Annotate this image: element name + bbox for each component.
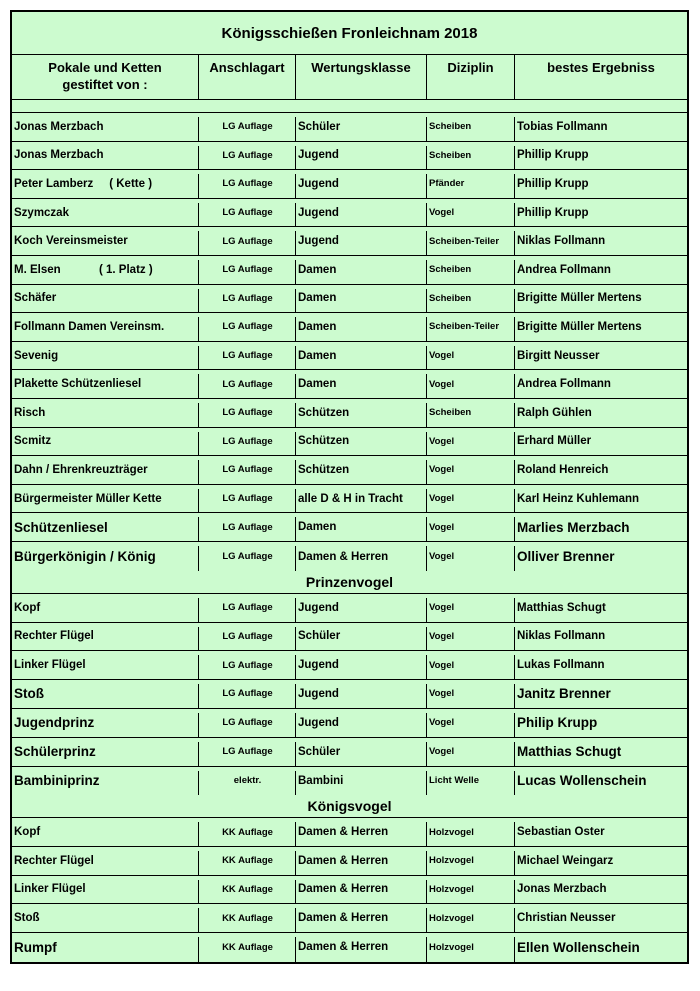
cell-anschlagart: LG Auflage (199, 256, 296, 284)
cell-anschlagart: LG Auflage (199, 113, 296, 141)
cell-stifter: Schäfer (12, 285, 199, 313)
section-koenigsvogel: Königsvogel (12, 795, 687, 818)
cell-disziplin: Vogel (427, 651, 515, 679)
cell-anschlagart: LG Auflage (199, 170, 296, 198)
cell-anschlagart: LG Auflage (199, 342, 296, 370)
cell-disziplin: Holzvogel (427, 933, 515, 962)
cell-stifter: Plakette Schützenliesel (12, 370, 199, 398)
cell-disziplin: Holzvogel (427, 904, 515, 932)
cell-anschlagart: LG Auflage (199, 680, 296, 708)
cell-wertungsklasse: Damen & Herren (296, 542, 427, 571)
header-wertungsklasse: Wertungsklasse (296, 55, 427, 99)
cell-disziplin: Scheiben-Teiler (427, 313, 515, 341)
cell-disziplin: Vogel (427, 738, 515, 766)
cell-ergebnis: Christian Neusser (517, 912, 616, 925)
cell-disziplin: Scheiben (427, 256, 515, 284)
cell-ergebnis: Olliver Brenner (517, 549, 615, 565)
cell-stifter: Rechter Flügel (12, 623, 199, 651)
cell-ergebnis: Marlies Merzbach (517, 519, 630, 535)
cell-ergebnis: Matthias Schugt (517, 601, 606, 614)
cell-ergebnis: Niklas Follmann (517, 235, 606, 248)
table-row (12, 738, 687, 767)
cell-disziplin: Vogel (427, 428, 515, 456)
cell-stifter: Rumpf (12, 933, 199, 962)
table-row (12, 767, 687, 796)
cell-ergebnis: Matthias Schugt (517, 744, 622, 760)
cell-anschlagart: KK Auflage (199, 847, 296, 875)
results-table (10, 10, 689, 964)
group-pokale (12, 113, 687, 571)
cell-ergebnis: Ralph Gühlen (517, 406, 592, 419)
cell-ergebnis: Michael Weingarz (517, 854, 614, 867)
cell-wertungsklasse: Jugend (296, 594, 427, 622)
cell-anschlagart: LG Auflage (199, 623, 296, 651)
cell-disziplin: Holzvogel (427, 847, 515, 875)
cell-wertungsklasse: Damen (296, 285, 427, 313)
cell-ergebnis: Tobias Follmann (517, 120, 608, 133)
cell-disziplin: Vogel (427, 680, 515, 708)
cell-disziplin: Pfänder (427, 170, 515, 198)
cell-disziplin: Scheiben (427, 113, 515, 141)
table-row (12, 313, 687, 342)
cell-wertungsklasse: Damen & Herren (296, 904, 427, 932)
cell-ergebnis: Erhard Müller (517, 435, 592, 448)
cell-ergebnis: Roland Henreich (517, 463, 609, 476)
table-row (12, 142, 687, 171)
cell-ergebnis: Phillip Krupp (517, 177, 589, 190)
cell-stifter: Schützenliesel (12, 513, 199, 541)
cell-ergebnis: Andrea Follmann (517, 263, 611, 276)
cell-stifter: Koch Vereinsmeister (12, 227, 199, 255)
table-row (12, 456, 687, 485)
cell-wertungsklasse: Jugend (296, 199, 427, 227)
table-row (12, 256, 687, 285)
cell-ergebnis: Phillip Krupp (517, 206, 589, 219)
cell-wertungsklasse: Damen (296, 370, 427, 398)
cell-wertungsklasse: Schützen (296, 456, 427, 484)
cell-disziplin: Licht Welle (427, 767, 515, 796)
cell-wertungsklasse: Schüler (296, 738, 427, 766)
cell-wertungsklasse: Jugend (296, 142, 427, 170)
cell-wertungsklasse: alle D & H in Tracht (296, 485, 427, 513)
cell-stifter: Kopf (12, 594, 199, 622)
table-row (12, 876, 687, 905)
cell-anschlagart: LG Auflage (199, 456, 296, 484)
table-row (12, 485, 687, 514)
cell-ergebnis: Brigitte Müller Mertens (517, 292, 642, 305)
cell-stifter: Dahn / Ehrenkreuzträger (12, 456, 199, 484)
table-row (12, 623, 687, 652)
cell-anschlagart: KK Auflage (199, 904, 296, 932)
cell-anschlagart: LG Auflage (199, 399, 296, 427)
group-koenigsvogel (12, 818, 687, 961)
cell-stifter: Rechter Flügel (12, 847, 199, 875)
table-row (12, 904, 687, 933)
cell-anschlagart: elektr. (199, 767, 296, 796)
cell-stifter: Schülerprinz (12, 738, 199, 766)
cell-disziplin: Vogel (427, 485, 515, 513)
cell-ergebnis: Janitz Brenner (517, 686, 611, 702)
cell-anschlagart: LG Auflage (199, 285, 296, 313)
cell-stifter: Szymczak (12, 199, 199, 227)
cell-disziplin: Holzvogel (427, 876, 515, 904)
table-row (12, 285, 687, 314)
table-row (12, 170, 687, 199)
cell-ergebnis: Jonas Merzbach (517, 883, 607, 896)
cell-stifter: Risch (12, 399, 199, 427)
spacer-row (12, 100, 687, 113)
cell-wertungsklasse: Schützen (296, 399, 427, 427)
cell-stifter: Linker Flügel (12, 651, 199, 679)
cell-anschlagart: LG Auflage (199, 428, 296, 456)
cell-disziplin: Scheiben (427, 399, 515, 427)
cell-stifter: Scmitz (12, 428, 199, 456)
cell-stifter: Bürgerkönigin / König (12, 542, 199, 571)
cell-disziplin: Holzvogel (427, 818, 515, 846)
cell-wertungsklasse: Damen (296, 256, 427, 284)
cell-anschlagart: LG Auflage (199, 485, 296, 513)
cell-ergebnis: Birgitt Neusser (517, 349, 600, 362)
cell-stifter: Kopf (12, 818, 199, 846)
header-row (12, 55, 687, 100)
cell-disziplin: Vogel (427, 623, 515, 651)
table-row (12, 513, 687, 542)
cell-disziplin: Vogel (427, 542, 515, 571)
cell-ergebnis: Niklas Follmann (517, 630, 606, 643)
cell-wertungsklasse: Schüler (296, 623, 427, 651)
cell-anschlagart: LG Auflage (199, 738, 296, 766)
cell-ergebnis: Karl Heinz Kuhlemann (517, 492, 640, 505)
group-prinzenvogel (12, 594, 687, 795)
cell-stifter: Stoß (12, 904, 199, 932)
cell-disziplin: Scheiben (427, 142, 515, 170)
cell-wertungsklasse: Jugend (296, 227, 427, 255)
header-stifter: Pokale und Ketten gestiftet von : (12, 55, 199, 99)
table-row (12, 399, 687, 428)
table-row (12, 199, 687, 228)
cell-stifter: Sevenig (12, 342, 199, 370)
cell-wertungsklasse: Damen (296, 313, 427, 341)
table-row (12, 680, 687, 709)
cell-wertungsklasse: Jugend (296, 170, 427, 198)
cell-stifter: Bambiniprinz (12, 767, 199, 796)
cell-wertungsklasse: Damen & Herren (296, 847, 427, 875)
section-prinzenvogel: Prinzenvogel (12, 571, 687, 594)
cell-wertungsklasse: Damen (296, 513, 427, 541)
header-ergebnis: bestes Ergebniss (547, 60, 655, 75)
table-row (12, 847, 687, 876)
cell-stifter: Jonas Merzbach (12, 113, 199, 141)
cell-wertungsklasse: Damen & Herren (296, 933, 427, 962)
cell-stifter: Stoß (12, 680, 199, 708)
cell-stifter: Jugendprinz (12, 709, 199, 737)
cell-anschlagart: KK Auflage (199, 933, 296, 962)
cell-ergebnis: Sebastian Oster (517, 826, 605, 839)
header-anschlagart: Anschlagart (199, 55, 296, 99)
cell-anschlagart: LG Auflage (199, 227, 296, 255)
cell-anschlagart: LG Auflage (199, 313, 296, 341)
cell-disziplin: Vogel (427, 342, 515, 370)
table-row (12, 370, 687, 399)
cell-stifter: M. Elsen ( 1. Platz ) (12, 256, 199, 284)
cell-ergebnis: Phillip Krupp (517, 149, 589, 162)
cell-wertungsklasse: Damen & Herren (296, 818, 427, 846)
cell-ergebnis: Andrea Follmann (517, 378, 611, 391)
cell-anschlagart: LG Auflage (199, 709, 296, 737)
cell-ergebnis: Lucas Wollenschein (517, 773, 647, 789)
cell-ergebnis: Lukas Follmann (517, 659, 605, 672)
cell-disziplin: Vogel (427, 199, 515, 227)
cell-wertungsklasse: Jugend (296, 709, 427, 737)
cell-stifter: Bürgermeister Müller Kette (12, 485, 199, 513)
table-row (12, 709, 687, 738)
table-row (12, 113, 687, 142)
cell-disziplin: Vogel (427, 370, 515, 398)
table-row (12, 818, 687, 847)
cell-ergebnis: Ellen Wollenschein (517, 939, 640, 955)
cell-anschlagart: LG Auflage (199, 199, 296, 227)
table-row (12, 428, 687, 457)
table-row (12, 542, 687, 571)
cell-stifter: Follmann Damen Vereinsm. (12, 313, 199, 341)
cell-anschlagart: LG Auflage (199, 370, 296, 398)
cell-ergebnis: Philip Krupp (517, 715, 598, 731)
table-row (12, 227, 687, 256)
cell-disziplin: Vogel (427, 456, 515, 484)
cell-anschlagart: KK Auflage (199, 876, 296, 904)
cell-wertungsklasse: Schützen (296, 428, 427, 456)
cell-ergebnis: Brigitte Müller Mertens (517, 320, 642, 333)
cell-anschlagart: LG Auflage (199, 651, 296, 679)
table-title: Königsschießen Fronleichnam 2018 (12, 12, 687, 55)
cell-wertungsklasse: Jugend (296, 651, 427, 679)
cell-stifter: Linker Flügel (12, 876, 199, 904)
cell-anschlagart: LG Auflage (199, 594, 296, 622)
cell-wertungsklasse: Damen & Herren (296, 876, 427, 904)
cell-wertungsklasse: Damen (296, 342, 427, 370)
cell-anschlagart: LG Auflage (199, 542, 296, 571)
cell-disziplin: Scheiben-Teiler (427, 227, 515, 255)
cell-disziplin: Scheiben (427, 285, 515, 313)
cell-wertungsklasse: Schüler (296, 113, 427, 141)
table-row (12, 594, 687, 623)
cell-stifter: Jonas Merzbach (12, 142, 199, 170)
cell-disziplin: Vogel (427, 709, 515, 737)
cell-wertungsklasse: Jugend (296, 680, 427, 708)
cell-anschlagart: LG Auflage (199, 142, 296, 170)
cell-anschlagart: LG Auflage (199, 513, 296, 541)
table-row (12, 651, 687, 680)
cell-disziplin: Vogel (427, 594, 515, 622)
cell-anschlagart: KK Auflage (199, 818, 296, 846)
cell-wertungsklasse: Bambini (296, 767, 427, 796)
header-disziplin: Diziplin (427, 55, 515, 99)
cell-stifter: Peter Lamberz ( Kette ) (12, 170, 199, 198)
table-row (12, 342, 687, 371)
table-row (12, 933, 687, 962)
cell-disziplin: Vogel (427, 513, 515, 541)
